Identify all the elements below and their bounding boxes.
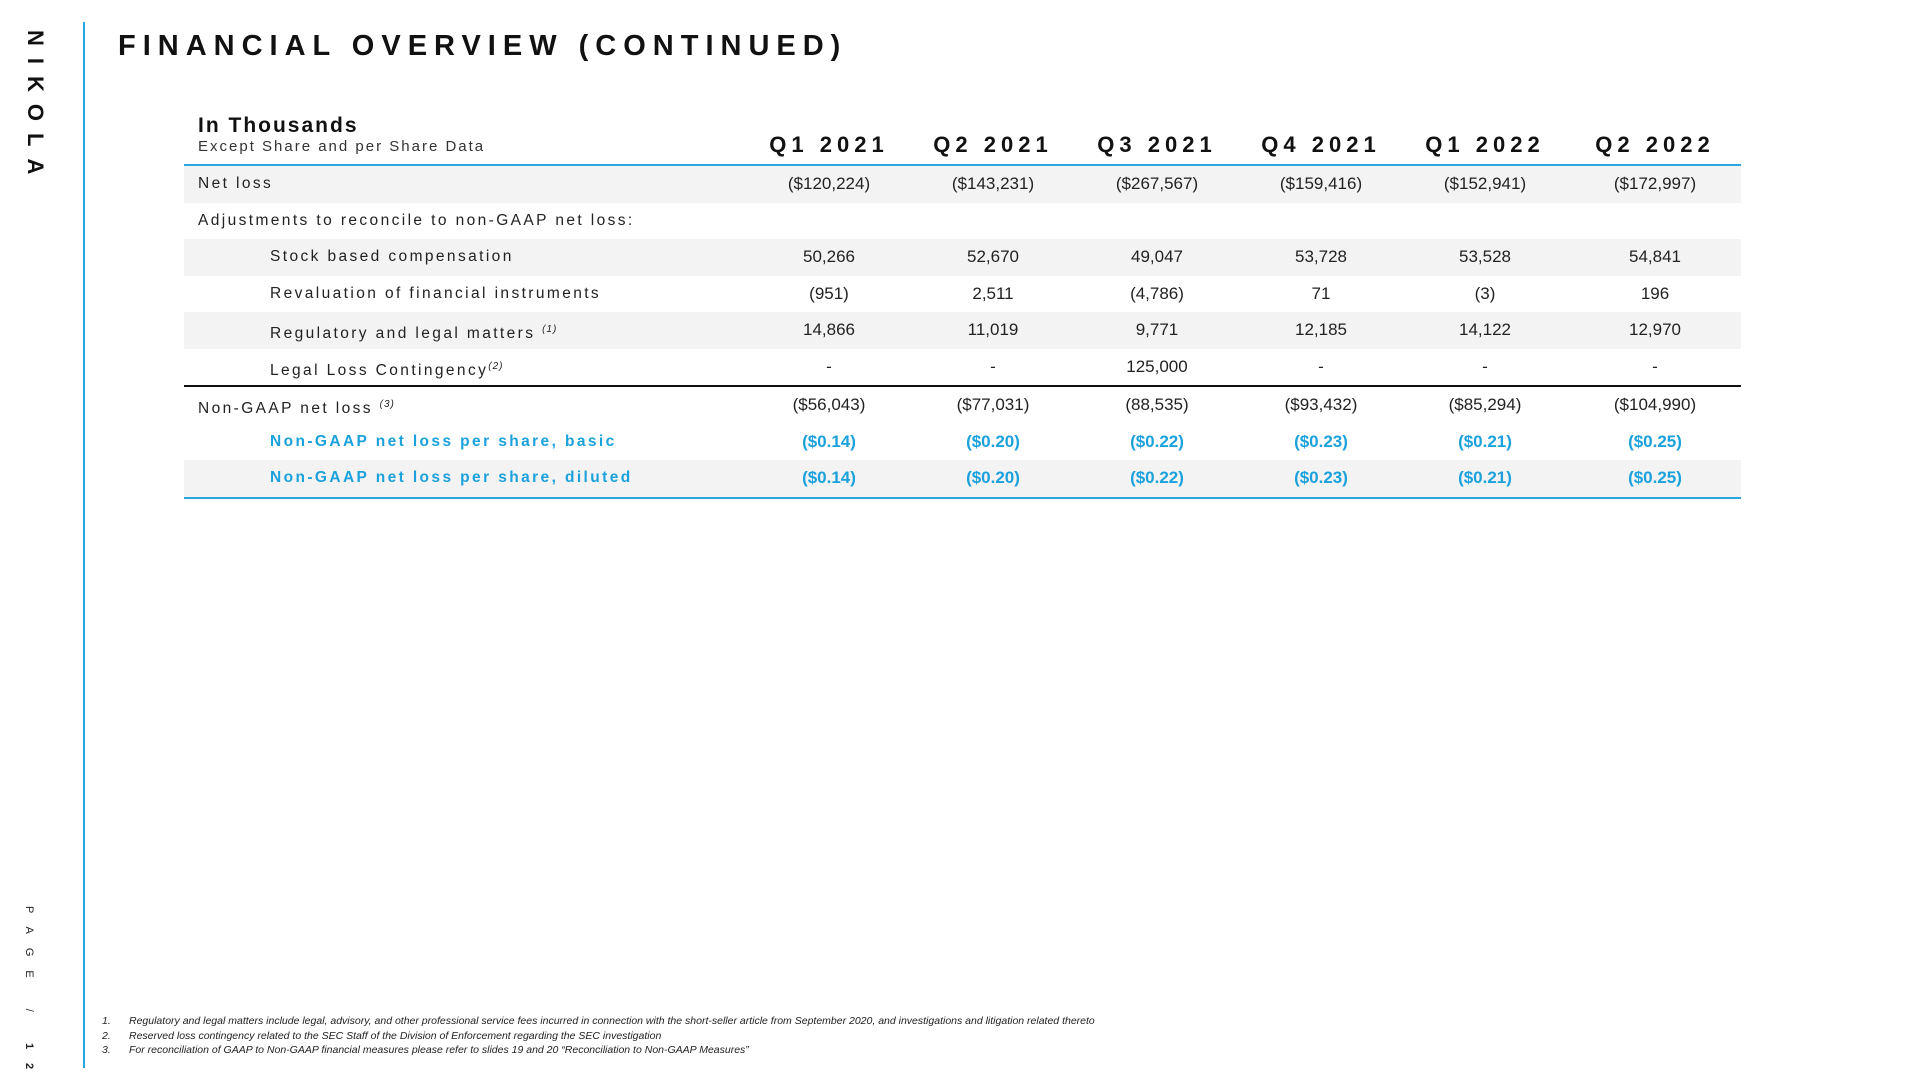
footnote-text: Reserved loss contingency related to the SEC Staff of the Division of Enforcement regarding the SEC investigation — [129, 1029, 662, 1042]
table-cell: 12,185 — [1295, 320, 1347, 339]
column-header: Q4 2021 — [1261, 132, 1381, 157]
table-cell: ($85,294) — [1448, 395, 1522, 414]
table-cell: (4,786) — [1130, 283, 1184, 303]
table-cell: 125,000 — [1126, 356, 1188, 376]
page-label-text: PAGE / — [23, 906, 35, 1026]
table-cell: (951) — [809, 283, 849, 303]
table-cell: ($152,941) — [1443, 174, 1527, 193]
row-label — [270, 312, 557, 352]
table-cell: ($0.14) — [802, 431, 856, 451]
table-cell: 12,970 — [1629, 320, 1681, 339]
table-cell: (3) — [1474, 283, 1496, 303]
table-cell: 14,122 — [1459, 320, 1511, 339]
table-cell: 9,771 — [1135, 320, 1179, 339]
footnote-ref: (1) — [542, 324, 558, 335]
page-title: FINANCIAL OVERVIEW (CONTINUED) — [118, 30, 848, 62]
row-label: Non-GAAP net loss per share, diluted — [270, 469, 633, 486]
table-cell: - — [1652, 356, 1658, 376]
table-cell: ($120,224) — [787, 174, 871, 193]
table-row-non-gaap-net-loss — [184, 385, 1741, 424]
row-label: Revaluation of financial instruments — [270, 284, 602, 302]
table-cell: ($172,997) — [1613, 174, 1697, 193]
row-label-text: Non-GAAP net loss — [198, 400, 373, 418]
table-cell: 49,047 — [1131, 247, 1183, 266]
table-row-revaluation — [184, 276, 1741, 313]
table-cell: ($143,231) — [951, 174, 1035, 193]
column-header: Q3 2021 — [1097, 132, 1217, 157]
row-label: Net loss — [198, 175, 274, 192]
nikola-logo: NIKOLA — [23, 30, 48, 187]
table-row-net-loss — [184, 166, 1741, 203]
row-label: Adjustments to reconcile to non-GAAP net loss: — [198, 211, 635, 229]
table-cell: 14,866 — [803, 320, 855, 339]
table-cell: ($0.25) — [1628, 468, 1682, 487]
column-header: Q1 2022 — [1425, 132, 1545, 157]
table-cell: ($104,990) — [1613, 395, 1697, 414]
column-header: Q1 2021 — [769, 132, 889, 157]
row-label — [198, 387, 395, 427]
table-cell: (88,535) — [1125, 395, 1189, 414]
table-cell: ($0.23) — [1294, 431, 1348, 451]
table-cell: - — [1482, 356, 1488, 376]
unit-subtitle: Except Share and per Share Data — [198, 138, 486, 155]
footnote-number: 3. — [102, 1044, 111, 1056]
table-cell: ($0.22) — [1130, 431, 1184, 451]
row-label-text: Regulatory and legal matters — [270, 325, 536, 343]
table-cell: 53,528 — [1459, 247, 1511, 266]
table-cell: ($0.21) — [1458, 468, 1512, 487]
footnote-ref: (2) — [488, 360, 504, 372]
table-cell: ($0.21) — [1458, 431, 1512, 451]
footnote-item — [102, 1014, 1095, 1029]
table-row-eps-basic — [184, 424, 1741, 461]
table-cell: ($0.20) — [966, 431, 1020, 451]
table-cell: ($0.14) — [802, 468, 856, 487]
table-cell: ($0.20) — [966, 468, 1020, 487]
table-row-legal-contingency — [184, 349, 1741, 386]
table-cell: 53,728 — [1295, 247, 1347, 266]
table-cell: 71 — [1311, 283, 1331, 303]
footnote-number: 1. — [102, 1015, 111, 1027]
footnote-text: For reconciliation of GAAP to Non-GAAP financial measures please refer to slides 19 and 20 “Reconciliation to Non-GAAP Measures” — [129, 1044, 749, 1056]
table-cell: - — [1318, 356, 1324, 376]
table-cell: ($267,567) — [1115, 174, 1199, 193]
row-label: Non-GAAP net loss per share, basic — [270, 432, 617, 450]
row-label: Stock based compensation — [270, 248, 514, 265]
table-row-eps-diluted — [184, 460, 1741, 499]
table-cell: ($77,031) — [956, 395, 1030, 414]
table-cell: 54,841 — [1629, 247, 1681, 266]
unit-title: In Thousands — [198, 114, 359, 137]
table-cell: ($93,432) — [1284, 395, 1358, 414]
footnote-ref: (3) — [379, 399, 395, 410]
table-cell: 2,511 — [972, 283, 1014, 303]
table-row-adjustments-heading — [184, 203, 1741, 240]
financial-table — [184, 112, 1741, 499]
table-cell: - — [826, 356, 832, 376]
table-cell: - — [990, 356, 996, 376]
page-indicator — [23, 906, 35, 1083]
table-cell: 196 — [1640, 283, 1670, 303]
row-label — [270, 349, 503, 389]
footnote-item — [102, 1043, 1095, 1058]
column-header: Q2 2021 — [933, 132, 1053, 157]
table-cell: 11,019 — [967, 320, 1019, 339]
table-row-regulatory — [184, 312, 1741, 349]
footnotes — [102, 1014, 1095, 1058]
left-rail — [0, 0, 84, 1083]
table-cell: ($159,416) — [1279, 174, 1363, 193]
footnote-text: Regulatory and legal matters include legal, advisory, and other professional service fees incurred in connection with the short-seller article from September 2020, and investigations and litigation related thereto — [129, 1015, 1095, 1027]
table-cell: ($56,043) — [792, 395, 866, 414]
table-cell: ($0.22) — [1130, 468, 1184, 487]
table-cell: 52,670 — [967, 247, 1019, 266]
table-row-stock-comp — [184, 239, 1741, 276]
table-cell: 50,266 — [803, 247, 855, 266]
page-number: 12 — [23, 1042, 35, 1083]
table-cell: ($0.25) — [1628, 431, 1682, 451]
row-label-text: Legal Loss Contingency — [270, 361, 489, 379]
table-cell: ($0.23) — [1294, 468, 1348, 487]
accent-divider — [83, 22, 85, 1068]
footnote-item — [102, 1029, 1095, 1044]
table-header — [184, 112, 1741, 166]
column-header: Q2 2022 — [1595, 132, 1715, 157]
footnote-number: 2. — [102, 1029, 111, 1042]
